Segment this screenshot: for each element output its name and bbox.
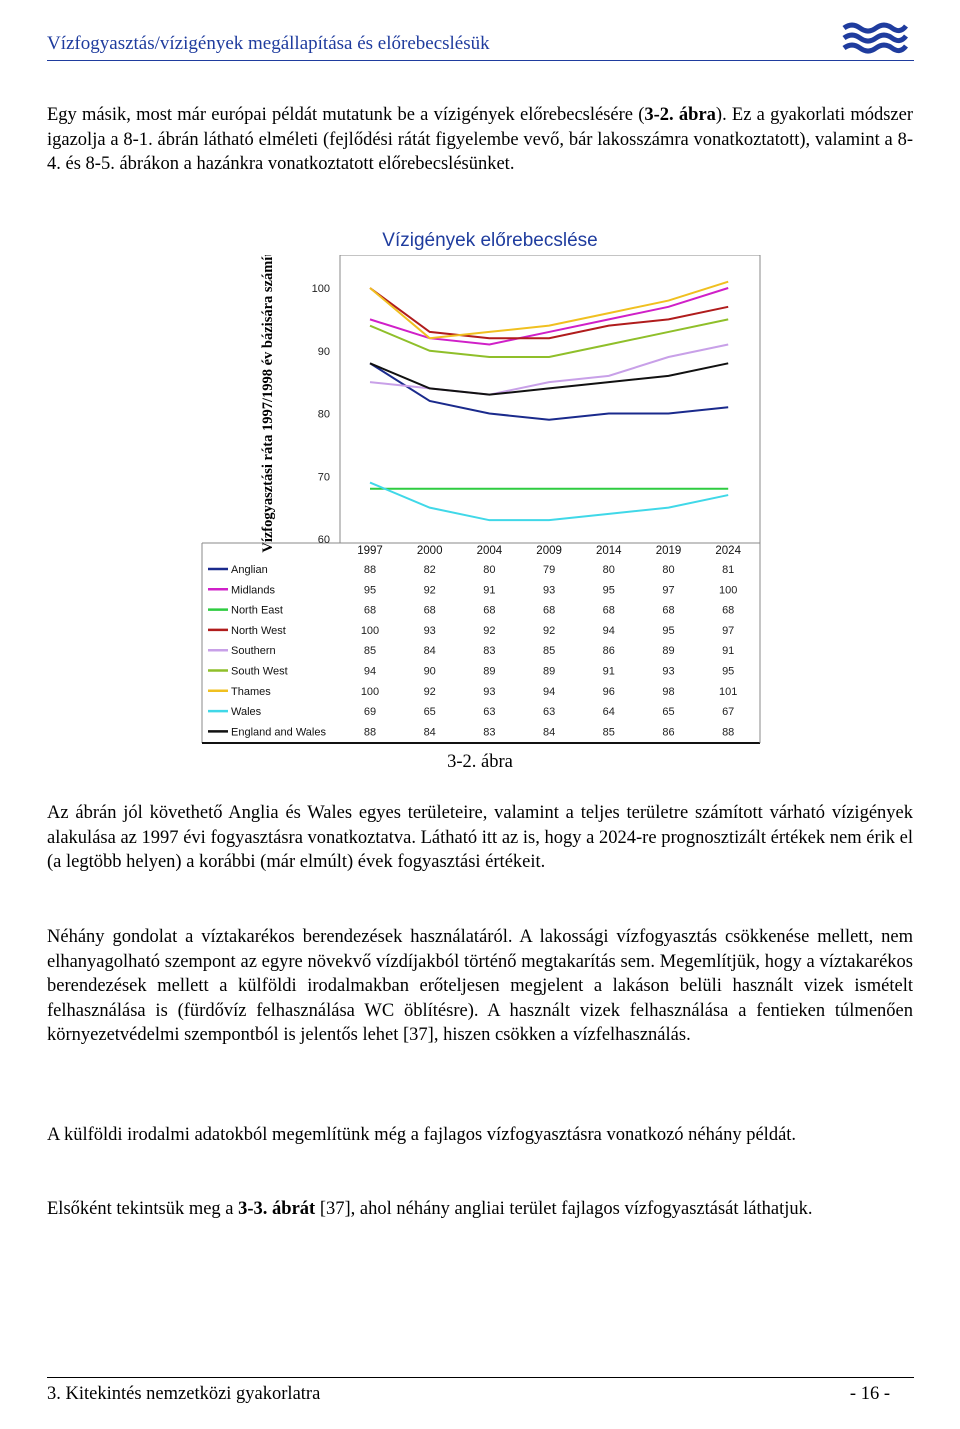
data-label: 97: [722, 624, 735, 637]
data-label: 65: [662, 706, 675, 719]
data-label: 68: [542, 604, 556, 617]
legend-label: Anglian: [231, 564, 268, 576]
chart-svg: [200, 255, 762, 745]
legend-label: England and Wales: [231, 726, 326, 739]
data-label: 100: [360, 624, 380, 637]
data-label: 79: [542, 564, 556, 576]
data-label: 85: [363, 645, 377, 658]
y-tick-label: 60: [317, 534, 330, 546]
data-label: 92: [423, 685, 436, 698]
page-number: - 16 -: [849, 1384, 890, 1404]
data-label: 83: [483, 645, 496, 658]
legend-label: Southern: [231, 645, 276, 658]
data-label: 63: [483, 706, 496, 719]
data-label: 80: [602, 564, 615, 576]
data-label: 94: [602, 624, 615, 637]
data-label: 97: [662, 584, 675, 597]
footer-rule: [47, 1377, 914, 1378]
data-label: 95: [722, 665, 735, 678]
data-label: 85: [602, 726, 615, 739]
data-label: 95: [662, 624, 675, 637]
data-label: 93: [483, 685, 496, 698]
data-label: 81: [722, 564, 735, 576]
data-label: 101: [719, 685, 738, 698]
data-label: 92: [542, 624, 556, 637]
data-label: 68: [602, 604, 615, 617]
data-label: 69: [363, 706, 377, 719]
data-label: 100: [719, 584, 738, 597]
paragraph-analysis: Az ábrán jól követhető Anglia és Wales egyes területeire, valamint a teljes területre számított várható vízigények alakulása az 1997 évi fogyasztásra vonatkoztatva. Látható itt az is, hogy a 2024-re prognosztizált értékek nem érik el (a legtöbb helyen) a korábbi (már elmúlt) évek fogyasztási értékeit.: [47, 803, 913, 872]
paragraph-water-saving: Néhány gondolat a víztakarékos berendezések használatáról. A lakossági vízfogyasztás csökkenése mellett, nem elhanyagolható szempont az egyre növekvő vízdíjakból történő megtakarítás sem. Megemlítjük, hogy a víztakarékos berendezések mellett a külföldi irodalmakban erőteljesen megjelent a lakáson belüli használt vizek ismételt felhasználása is (fürdővíz felhasználása WC öblítésre). A használt vizek felhasználása a fentieken túlmenően környezetvédelmi szempontból is jelentős lehet [37], hiszen csökken a vízfelhasználás.: [47, 927, 913, 1045]
y-axis-label: Vízfogyasztási ráta 1997/1998 év bázisára számítva: [260, 255, 276, 553]
data-label: 100: [360, 685, 380, 698]
data-label: 89: [542, 665, 556, 678]
data-label: 80: [483, 564, 496, 576]
data-label: 98: [662, 685, 675, 698]
chart-title: Vízigények előrebecslése: [382, 230, 598, 251]
data-label: 93: [423, 624, 436, 637]
waves-logo-icon: [842, 18, 908, 58]
data-label: 80: [662, 564, 675, 576]
footer-chapter: 3. Kitekintés nemzetközi gyakorlatra: [47, 1384, 321, 1404]
data-label: 86: [602, 645, 615, 658]
data-label: 68: [722, 604, 735, 617]
header-title: Vízfogyasztás/vízigények megállapítása és előrebecslésük: [47, 33, 490, 54]
x-tick-label: 1997: [357, 545, 383, 557]
data-label: 88: [363, 564, 377, 576]
data-label: 94: [542, 685, 556, 698]
data-label: 67: [722, 706, 735, 719]
figure-reference: 3-2. ábra: [644, 105, 716, 125]
legend-label: Thames: [231, 685, 271, 698]
data-label: 95: [363, 584, 377, 597]
data-label: 93: [662, 665, 675, 678]
data-label: 89: [483, 665, 496, 678]
data-label: 93: [542, 584, 556, 597]
data-label: 89: [662, 645, 675, 658]
data-label: 84: [423, 645, 436, 658]
data-label: 83: [483, 726, 496, 739]
header-rule: [47, 60, 914, 61]
data-label: 95: [602, 584, 615, 597]
legend-label: Wales: [231, 706, 262, 719]
x-tick-label: 2014: [596, 545, 622, 557]
y-tick-label: 90: [317, 345, 330, 358]
data-label: 91: [722, 645, 735, 658]
data-label: 82: [423, 564, 436, 576]
data-label: 86: [662, 726, 675, 739]
legend-label: South West: [231, 665, 288, 678]
paragraph-figure-intro: Elsőként tekintsük meg a 3-3. ábrát [37], ahol néhány angliai terület fajlagos vízfogyasztását láthatjuk.: [47, 1199, 813, 1219]
chart: [200, 255, 762, 745]
data-label: 68: [662, 604, 675, 617]
data-label: 64: [602, 706, 615, 719]
data-label: 68: [363, 604, 377, 617]
paragraph-examples: A külföldi irodalmi adatokból megemlítünk még a fajlagos vízfogyasztásra vonatkozó néhány példát.: [47, 1125, 797, 1145]
data-label: 94: [363, 665, 377, 678]
data-label: 68: [483, 604, 496, 617]
intro-paragraph: Egy másik, most már európai példát mutatunk be a vízigények előrebecslésére (3-2. ábra). Ez a gyakorlati módszer igazolja a 8-1. ábrán látható elméleti (fejlődési rátát figyelembe vevő, bár lakosszámra vonatkoztatott), valamint a 8-4. és 8-5. ábrákon a hazánkra vonatkoztatott előrebecslésünket.: [47, 105, 913, 174]
x-tick-label: 2000: [416, 545, 443, 557]
figure-reference: 3-3. ábrát: [238, 1199, 316, 1219]
y-tick-label: 80: [317, 408, 330, 421]
y-tick-label: 70: [317, 471, 330, 484]
data-label: 84: [423, 726, 436, 739]
legend-label: Midlands: [231, 584, 276, 597]
data-label: 68: [423, 604, 436, 617]
legend-label: North East: [231, 604, 283, 617]
figure-caption: 3-2. ábra: [447, 752, 513, 772]
x-tick-label: 2019: [655, 545, 682, 557]
x-tick-label: 2024: [715, 545, 741, 557]
data-label: 65: [423, 706, 436, 719]
data-label: 90: [423, 665, 436, 678]
data-label: 84: [542, 726, 556, 739]
data-label: 63: [542, 706, 556, 719]
data-label: 91: [602, 665, 615, 678]
y-tick-label: 100: [311, 283, 330, 295]
x-tick-label: 2009: [536, 545, 562, 557]
data-label: 92: [483, 624, 496, 637]
data-label: 91: [483, 584, 496, 597]
x-tick-label: 2004: [476, 545, 503, 557]
data-label: 88: [722, 726, 735, 739]
data-label: 96: [602, 685, 615, 698]
legend-label: North West: [231, 624, 286, 637]
data-label: 88: [363, 726, 377, 739]
data-label: 85: [542, 645, 556, 658]
data-label: 92: [423, 584, 436, 597]
